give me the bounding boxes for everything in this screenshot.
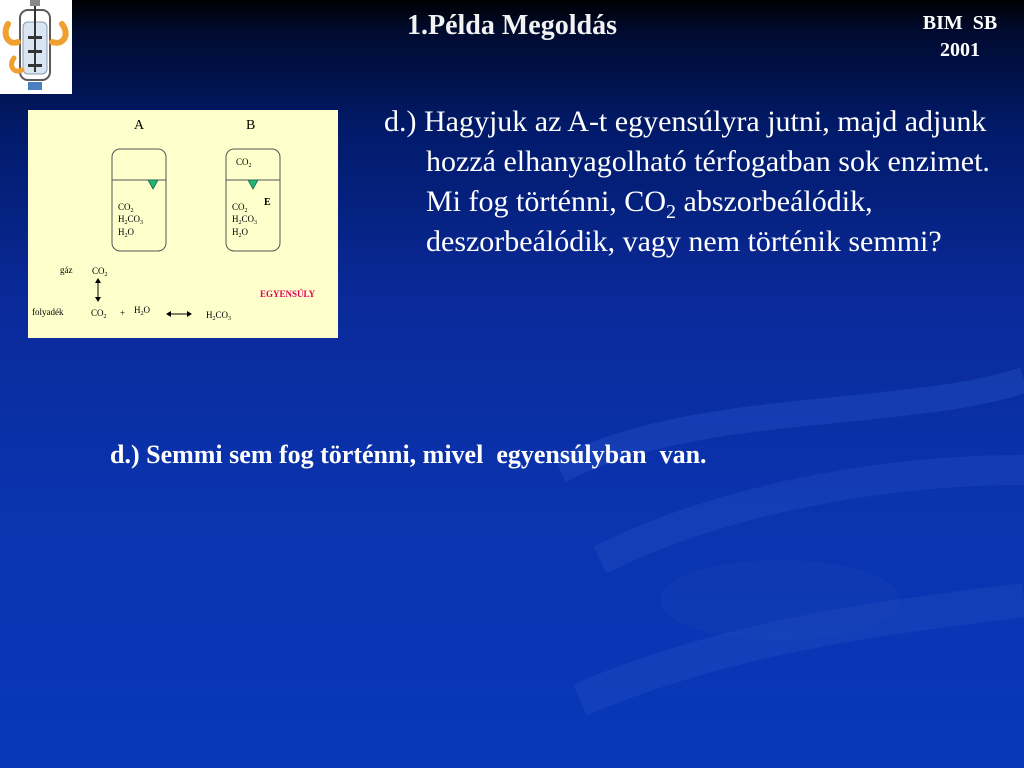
level-marker-a-icon: [148, 180, 158, 189]
equilibrium-label: EGYENSÚLY: [260, 289, 316, 299]
gas-co2: $CO_2$: [92, 266, 108, 278]
answer-text: d.) Semmi sem fog történni, mivel egyensúlyban van.: [110, 440, 707, 469]
plus-sign: +: [120, 308, 126, 318]
liquid-h2o: $H_2O$: [134, 305, 150, 317]
equilibrium-diagram: [28, 110, 338, 338]
vessel-b-line-2: $H_2CO_3$: [232, 214, 258, 226]
vessel-a-line-3: $H_2O$: [118, 227, 134, 239]
corner-line-1: BIM SB: [922, 12, 998, 34]
corner-label: [896, 10, 1024, 64]
vessel-b-gas: $CO_2$: [236, 157, 252, 169]
label-a: A: [134, 118, 145, 133]
vessel-a-line-1: $CO_2$: [118, 202, 134, 214]
vessel-b-line-3: $H_2O$: [232, 227, 248, 239]
level-marker-b-icon: [248, 180, 258, 189]
corner-line-2: 2001: [940, 39, 980, 61]
enzyme-label: E: [264, 197, 271, 208]
diagram-svg: [28, 110, 338, 338]
arrow-down-icon: [95, 297, 101, 302]
arrow-left-icon: [166, 311, 171, 317]
question-subscript: 2: [666, 201, 676, 223]
question-main: d.) Hagyjuk az A-t egyensúlyra jutni, majd adjunk hozzá elhanyagolható térfogatban sok enzimet. Mi fog történni, CO: [384, 105, 990, 218]
gas-label: gáz: [60, 265, 73, 275]
question-text: [384, 102, 1024, 262]
arrow-up-icon: [95, 278, 101, 283]
label-b: B: [246, 118, 256, 133]
liquid-h2co3: $H_2CO_3$: [206, 310, 232, 322]
arrow-right-icon: [187, 311, 192, 317]
vessel-a-line-2: $H_2CO_3$: [118, 214, 144, 226]
liquid-label: folyadék: [32, 307, 64, 317]
liquid-co2: $CO_2$: [91, 308, 107, 320]
vessel-b-line-1: $CO_2$: [232, 202, 248, 214]
slide-title: 1.Példa Megoldás: [407, 10, 617, 41]
question-rest: abszorbeálódik, deszorbeálódik, vagy nem történik semmi?: [426, 185, 942, 258]
